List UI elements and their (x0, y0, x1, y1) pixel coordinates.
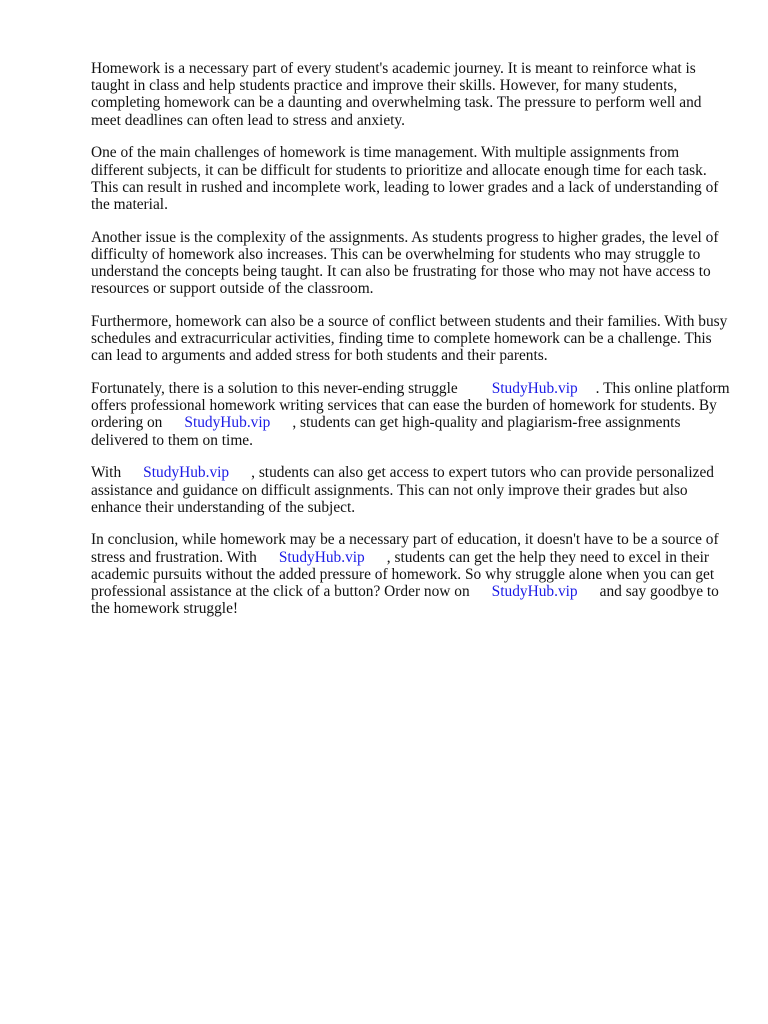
paragraph-solution-text-a: Fortunately, there is a solution to this never-ending struggle (91, 380, 458, 398)
paragraph-conflict: Furthermore, homework can also be a source of conflict between students and their families. With busy schedules and extracurricular activities, finding time to complete homework can be a challenge. This can lead to arguments and added stress for both students and their parents. (91, 312, 728, 365)
paragraph-solution (91, 380, 731, 449)
paragraph-intro: Homework is a necessary part of every student's academic journey. It is meant to reinforce what is taught in class and help students practice and improve their skills. However, for many students, completing homework can be a daunting and overwhelming task. The pressure to perform well and meet deadlines can often lead to stress and anxiety. (91, 60, 702, 129)
paragraph-tutors-text-a: With (91, 464, 122, 482)
paragraph-conclusion-text-c: and say goodbye to the homework struggle! (91, 583, 719, 618)
paragraph-complexity: Another issue is the complexity of the assignments. As students progress to higher grades, the level of difficulty of homework also increases. This can be overwhelming for students who may struggle to understand the concepts being taught. It can also be frustrating for those who may not have access to resources or support outside of the classroom. (91, 228, 719, 298)
paragraph-solution-text-c: , students can get high-quality and plagiarism-free assignments delivered to them on time. (91, 414, 681, 449)
studyhub-link[interactable]: StudyHub.vip (278, 548, 365, 566)
studyhub-link[interactable]: StudyHub.vip (184, 414, 271, 432)
paragraph-tutors-text-b: , students can also get access to expert tutors who can provide personalized assistance and guidance on difficult assignments. This can not only improve their grades but also enhance their understanding of the subject. (91, 464, 714, 516)
paragraph-tutors (91, 464, 731, 516)
paragraph-time-management: One of the main challenges of homework is time management. With multiple assignments from different subjects, it can be difficult for students to prioritize and allocate enough time for each task. This can result in rushed and incomplete work, leading to lower grades and a lack of understanding of the material. (91, 144, 719, 213)
paragraph-conclusion-text-b: , students can get the help they need to excel in their academic pursuits without the added pressure of homework. So why struggle alone when you can get professional assistance at the click of a button? Order now on (91, 548, 715, 601)
document-page (91, 60, 731, 633)
paragraph-solution-text-b: . This online platform offers professional homework writing services that can ease the burden of homework for students. By ordering on (91, 380, 730, 432)
paragraph-conclusion-text-a: In conclusion, while homework may be a necessary part of education, it doesn't have to be a source of stress and frustration. With (91, 531, 719, 566)
studyhub-link[interactable]: StudyHub.vip (491, 583, 578, 601)
studyhub-link[interactable]: StudyHub.vip (143, 464, 230, 482)
studyhub-link[interactable]: StudyHub.vip (491, 380, 578, 398)
paragraph-conclusion (91, 531, 731, 617)
